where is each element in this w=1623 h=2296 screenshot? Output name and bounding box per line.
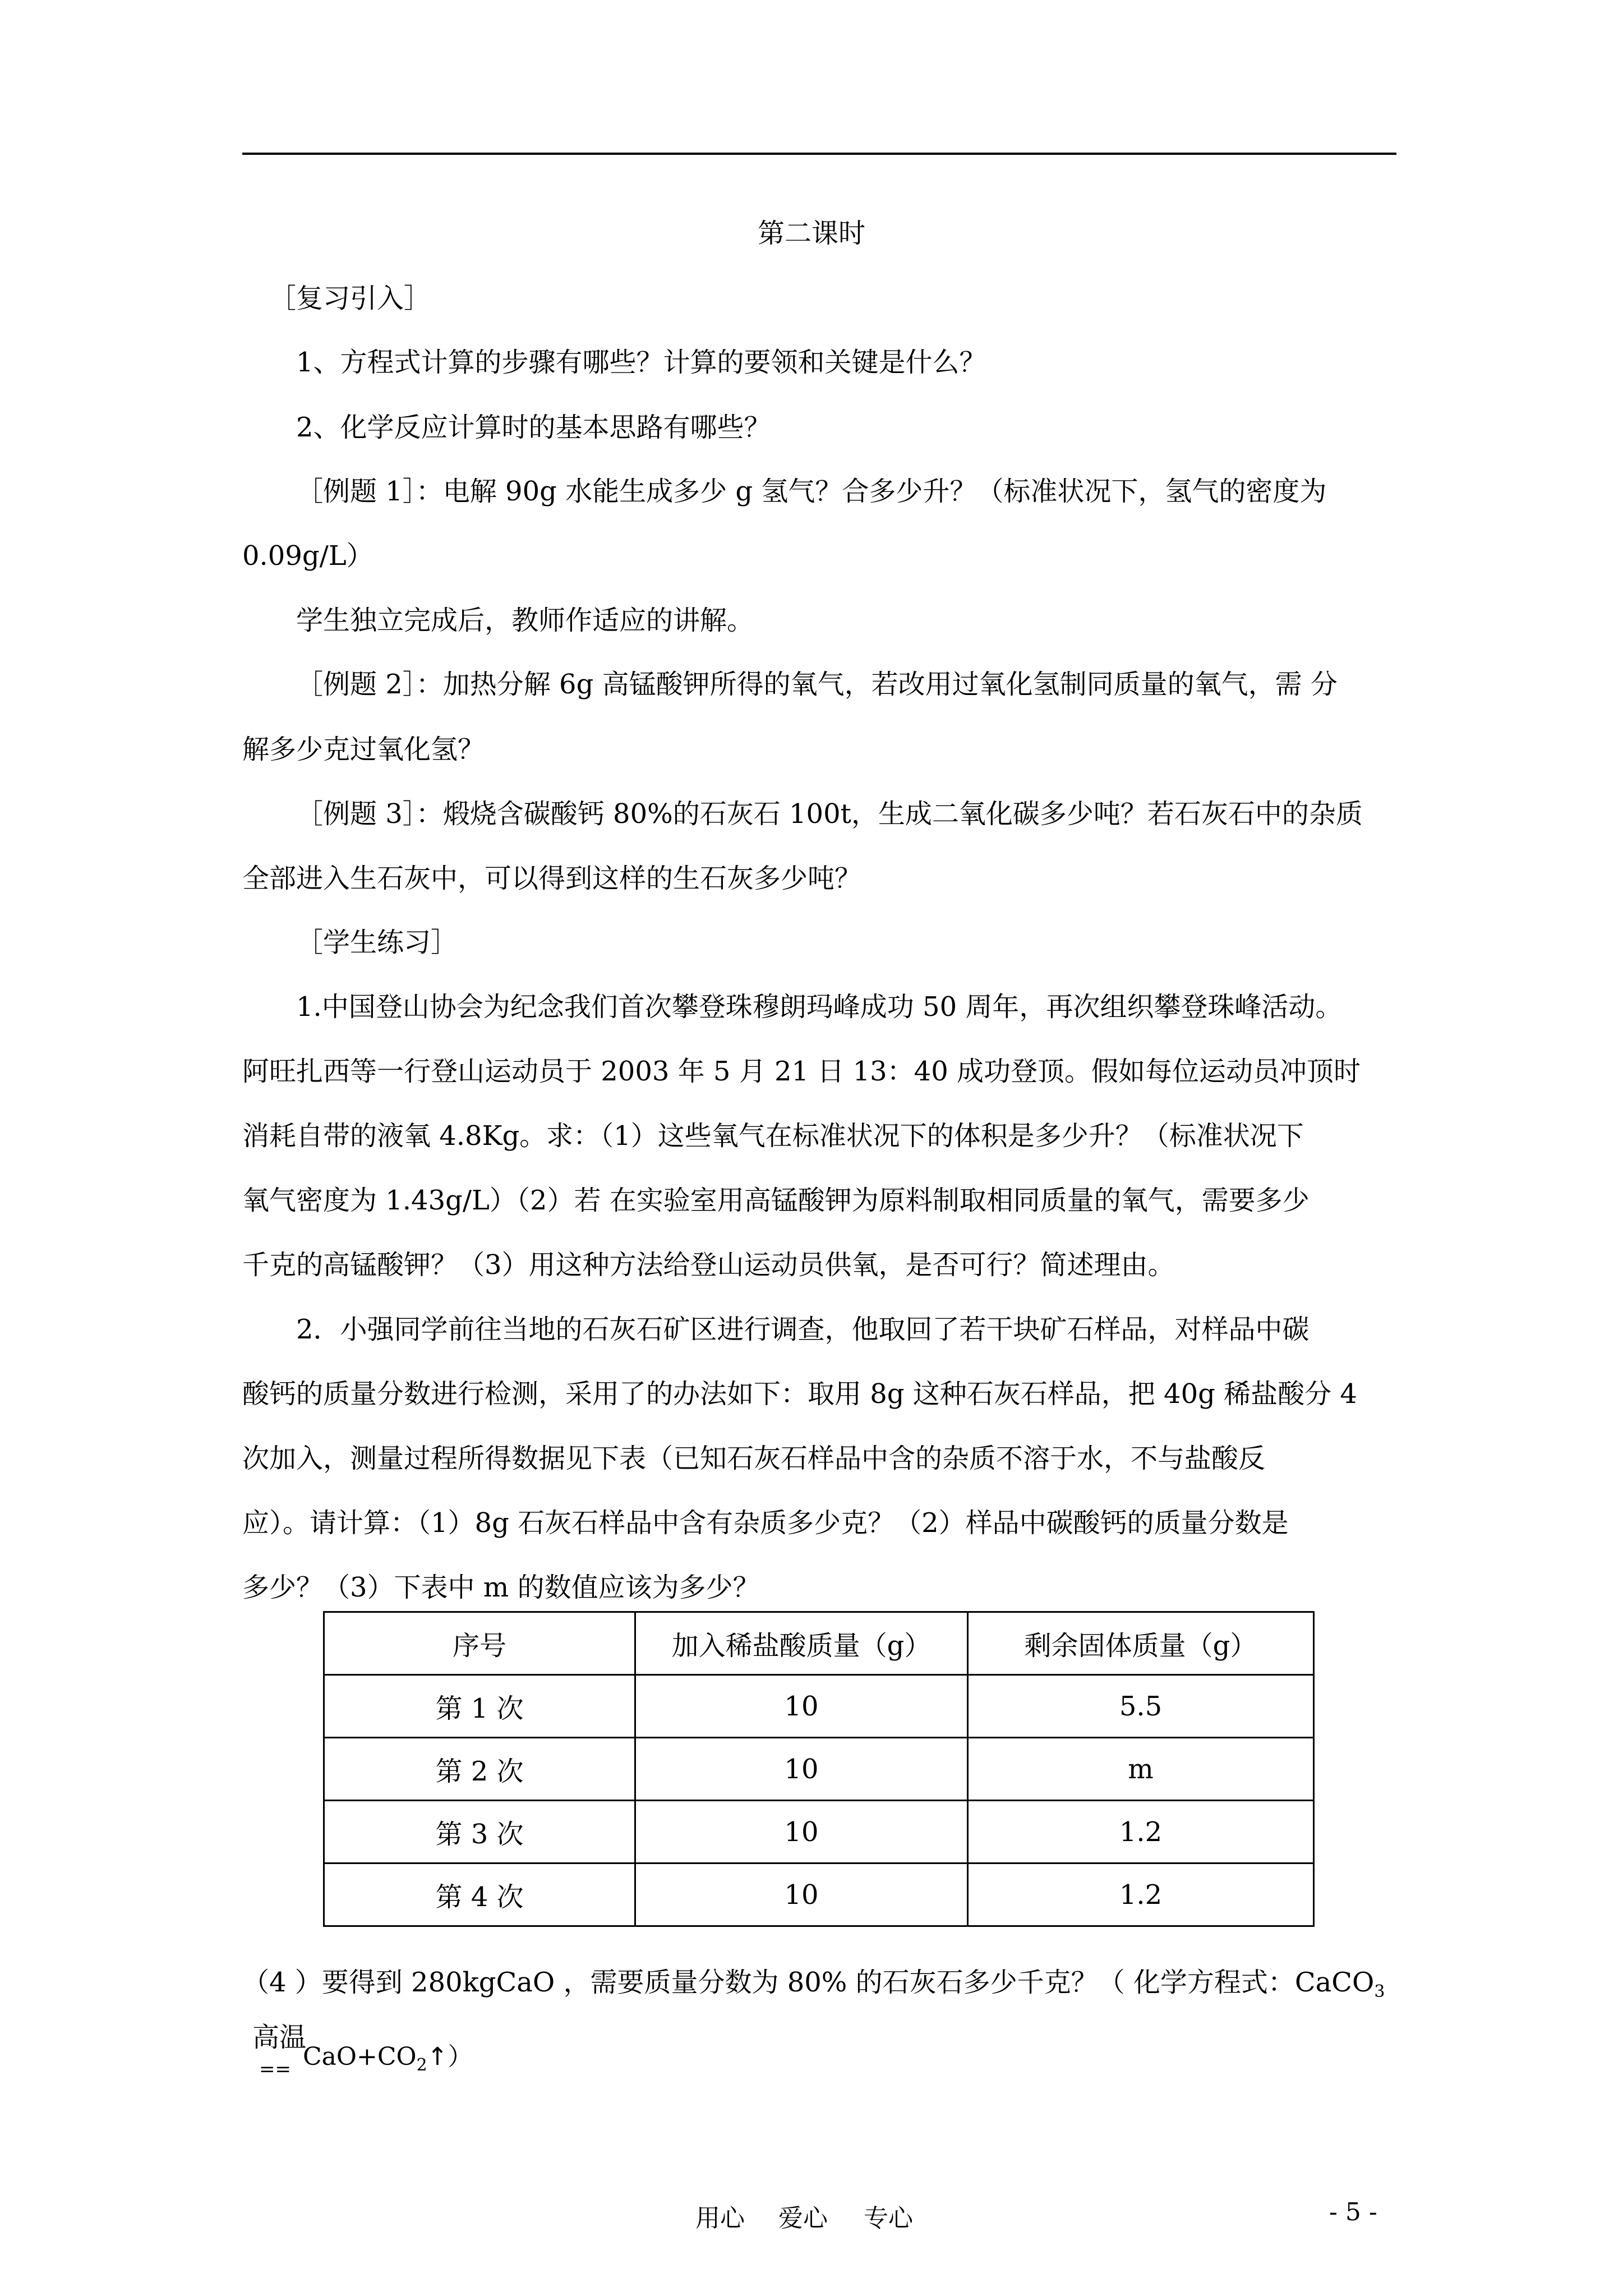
example-3-line-2: 全部进入生石灰中，可以得到这样的生石灰多少吨？ bbox=[242, 863, 862, 894]
footer-text-right: 专心 bbox=[864, 2204, 913, 2233]
table-row bbox=[324, 1738, 1314, 1801]
practice-1-line: 阿旺扎西等一行登山运动员于 2003 年 5 月 21 日 13：40 成功登顶。假如每位运动员冲顶时 bbox=[242, 1056, 1361, 1087]
table-header-cell: 加入稀盐酸质量（g） bbox=[635, 1612, 967, 1675]
subscript-2: 2 bbox=[416, 2055, 427, 2075]
practice-2-line: 多少？（3）下表中 m 的数值应该为多少？ bbox=[242, 1572, 760, 1603]
footer-text-mid: 爱心 bbox=[778, 2204, 828, 2233]
gas-up-arrow-icon: ↑ bbox=[427, 2042, 448, 2071]
reaction-condition: 高温 bbox=[252, 2022, 307, 2053]
question-4-line bbox=[242, 1969, 1385, 2000]
table-cell: m bbox=[967, 1738, 1313, 1801]
review-question-2: 2、化学反应计算时的基本思路有哪些？ bbox=[296, 412, 771, 443]
practice-1-line: 氧气密度为 1.43g/L）（2）若 在实验室用高锰酸钾为原料制取相同质量的氧气，需要多少 bbox=[242, 1185, 1310, 1216]
example-3-line-1: ［例题 3］：煅烧含碳酸钙 80%的石灰石 100t，生成二氧化碳多少吨？若石灰石中的杂质 bbox=[296, 798, 1363, 830]
practice-1-line: 消耗自带的液氧 4.8Kg。求：（1）这些氧气在标准状况下的体积是多少升？（标准状况下 bbox=[242, 1120, 1304, 1152]
practice-1-line: 1.中国登山协会为纪念我们首次攀登珠穆朗玛峰成功 50 周年，再次组织攀登珠峰活动。 bbox=[296, 991, 1343, 1023]
table-cell: 第 3 次 bbox=[324, 1801, 635, 1864]
practice-1-line: 千克的高锰酸钾？（3）用这种方法给登山运动员供氧，是否可行？简述理由。 bbox=[242, 1249, 1175, 1281]
table-cell: 第 2 次 bbox=[324, 1738, 635, 1801]
table-cell: 5.5 bbox=[967, 1675, 1313, 1738]
practice-2-line: 酸钙的质量分数进行检测，采用了的办法如下：取用 8g 这种石灰石样品，把 40g 稀盐酸分 4 bbox=[242, 1378, 1357, 1410]
practice-2-line: 应）。请计算：（1）8g 石灰石样品中含有杂质多少克？（2）样品中碳酸钙的质量分数是 bbox=[242, 1507, 1289, 1539]
table-cell: 10 bbox=[635, 1675, 967, 1738]
subscript-3: 3 bbox=[1374, 1982, 1385, 2001]
example-2-line-2: 解多少克过氧化氢？ bbox=[242, 734, 485, 765]
table-header-cell: 剩余固体质量（g） bbox=[967, 1612, 1313, 1675]
table-cell: 10 bbox=[635, 1864, 967, 1926]
page-number: - 5 - bbox=[1329, 2198, 1377, 2226]
table-header-row bbox=[324, 1612, 1314, 1675]
table-cell: 第 1 次 bbox=[324, 1675, 635, 1738]
example-1-note: 学生独立完成后，教师作适应的讲解。 bbox=[296, 605, 754, 636]
table-row bbox=[324, 1675, 1314, 1738]
practice-heading: ［学生练习］ bbox=[296, 927, 458, 958]
table-cell: 1.2 bbox=[967, 1801, 1313, 1864]
table-row bbox=[324, 1801, 1314, 1864]
question-4-text: （4 ）要得到 280kgCaO ，需要质量分数为 80% 的石灰石多少千克？（ 化学方程式：CaCO bbox=[242, 1967, 1375, 1998]
reaction-equals: == bbox=[259, 2058, 291, 2081]
review-question-1: 1、方程式计算的步骤有哪些？计算的要领和关键是什么？ bbox=[296, 347, 986, 378]
table-cell: 10 bbox=[635, 1801, 967, 1864]
example-2-line-1: ［例题 2］：加热分解 6g 高锰酸钾所得的氧气，若改用过氧化氢制同质量的氧气，需 分 bbox=[296, 669, 1338, 700]
example-1-line-1: ［例题 1］：电解 90g 水能生成多少 g 氢气？合多少升？（标准状况下，氢气的密度为 bbox=[296, 476, 1327, 507]
example-1-line-2: 0.09g/L） bbox=[242, 540, 374, 572]
reaction-products bbox=[303, 2042, 473, 2075]
products-text: CaO+CO bbox=[303, 2042, 417, 2071]
header-rule bbox=[242, 153, 1396, 155]
table-cell: 10 bbox=[635, 1738, 967, 1801]
table-cell: 1.2 bbox=[967, 1864, 1313, 1926]
table-row bbox=[324, 1864, 1314, 1926]
page-title: 第二课时 bbox=[757, 218, 865, 249]
table-cell: 第 4 次 bbox=[324, 1864, 635, 1926]
practice-2-line: 2．小强同学前往当地的石灰石矿区进行调查，他取回了若干块矿石样品，对样品中碳 bbox=[296, 1314, 1310, 1345]
closing-paren: ） bbox=[448, 2042, 473, 2071]
data-table bbox=[323, 1611, 1315, 1927]
footer-text-left: 用心 bbox=[695, 2204, 745, 2233]
practice-2-line: 次加入，测量过程所得数据见下表（已知石灰石样品中含的杂质不溶于水，不与盐酸反 bbox=[242, 1443, 1266, 1474]
review-heading: ［复习引入］ bbox=[269, 283, 431, 314]
table-header-cell: 序号 bbox=[324, 1612, 635, 1675]
